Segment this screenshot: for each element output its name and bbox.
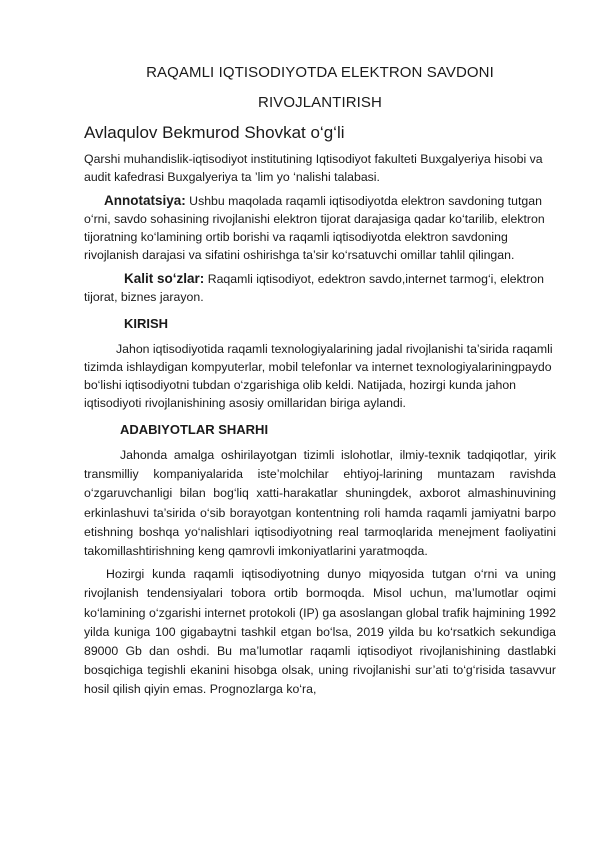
review-paragraph-2: Hozirgi kunda raqamli iqtisodiyotning dunyo miqyosida tutgan o‘rni va uning rivojlanish tendensiyalari tobora ortib bormoqda. Misol uchun, ma’lumotlar oqimi ko‘lamining o‘zgarishi internet protokoli (IP) ga asoslangan global trafik hajmining 1992 yilda kuniga 100 gigabaytni tashkil etgan bo‘lsa, 2019 yilda bu ko‘rsatkich sekundiga 89000 Gb dan oshdi. Bu ma’lumotlar raqamli iqtisodiyot rivojlanishining dastlabki bosqichiga tegishli ekanini hisobga olsak, uning rivojlanishi sur’ati to‘g‘risida tasavvur hosil qilish qiyin emas. Prognozlarga ko‘ra, — [84, 567, 556, 697]
paper-page — [84, 58, 556, 700]
annotation-text: Ushbu maqolada raqamli iqtisodiyotda elektron savdoning tutgan o‘rni, savdo sohasining rivojlanishi elektron tijorat darajasiga qadar ko‘tarilib, elektron tijoratning ko‘lamining ortib borishi va raqamli iqtisodiyotda elektron savdoning rivojlanish darajasi va sifatini oshirishga ta’sir ko‘rsatuvchi omillar tahlil qilingan. — [84, 194, 545, 262]
annotation-label: Annotatsiya: — [104, 193, 186, 208]
annotation-block — [84, 192, 556, 264]
intro-heading: KIRISH — [124, 316, 169, 331]
author-name: Avlaqulov Bekmurod Shovkat o‘g‘li — [84, 123, 345, 142]
paper-title — [84, 58, 556, 118]
keywords-label: Kalit so‘zlar: — [124, 271, 205, 286]
title-line-1: RAQAMLI IQTISODIYOTDA ELEKTRON SAVDONI — [146, 64, 494, 81]
author-affiliation: Qarshi muhandislik-iqtisodiyot institutining Iqtisodiyot fakulteti Buxgalyeriya hisobi va audit kafedrasi Buxgalyeriya ta ’lim yo ‘nalishi talabasi. — [84, 152, 543, 184]
review-heading: ADABIYOTLAR SHARHI — [120, 422, 269, 437]
intro-paragraph: Jahon iqtisodiyotida raqamli texnologiyalarining jadal rivojlanishi ta’sirida raqamli tizimda ishlaydigan kompyuterlar, mobil telefonlar va internet texnologiyalariningpaydo bo‘lishi iqtisodiyotni tubdan o‘zgarishiga olib keldi. Natijada, hozirgi kunda jahon iqtisodiyoti rivojlanishining asosiy omillaridan biriga aylandi. — [84, 342, 553, 410]
title-line-2: RIVOJLANTIRISH — [258, 94, 382, 111]
review-paragraph-1: Jahonda amalga oshirilayotgan tizimli islohotlar, ilmiy-texnik tadqiqotlar, yirik transmilliy kompaniyalarida iste’molchilar ehtiyoj-larining muntazam ravishda o‘zgaruvchanligi bilan bog‘liq xatti-harakatlar shuningdek, axborot almashinuvining erkinlashuvi ta’sirida o‘sib borayotgan kontentning roli hamda raqamli jamiyatni barpo etishning boshqa yo‘nalishlari iqtisodiyotning real tarmoqlarida menejment faoliyatini takomillashtirishning keng qamrovli imkoniyatlarini yaratmoqda. — [84, 448, 556, 559]
keywords-text: Raqamli iqtisodiyot, edektron savdo,internet tarmog‘i, elektron tijorat, biznes jarayon. — [84, 272, 544, 304]
keywords-block — [84, 270, 556, 306]
